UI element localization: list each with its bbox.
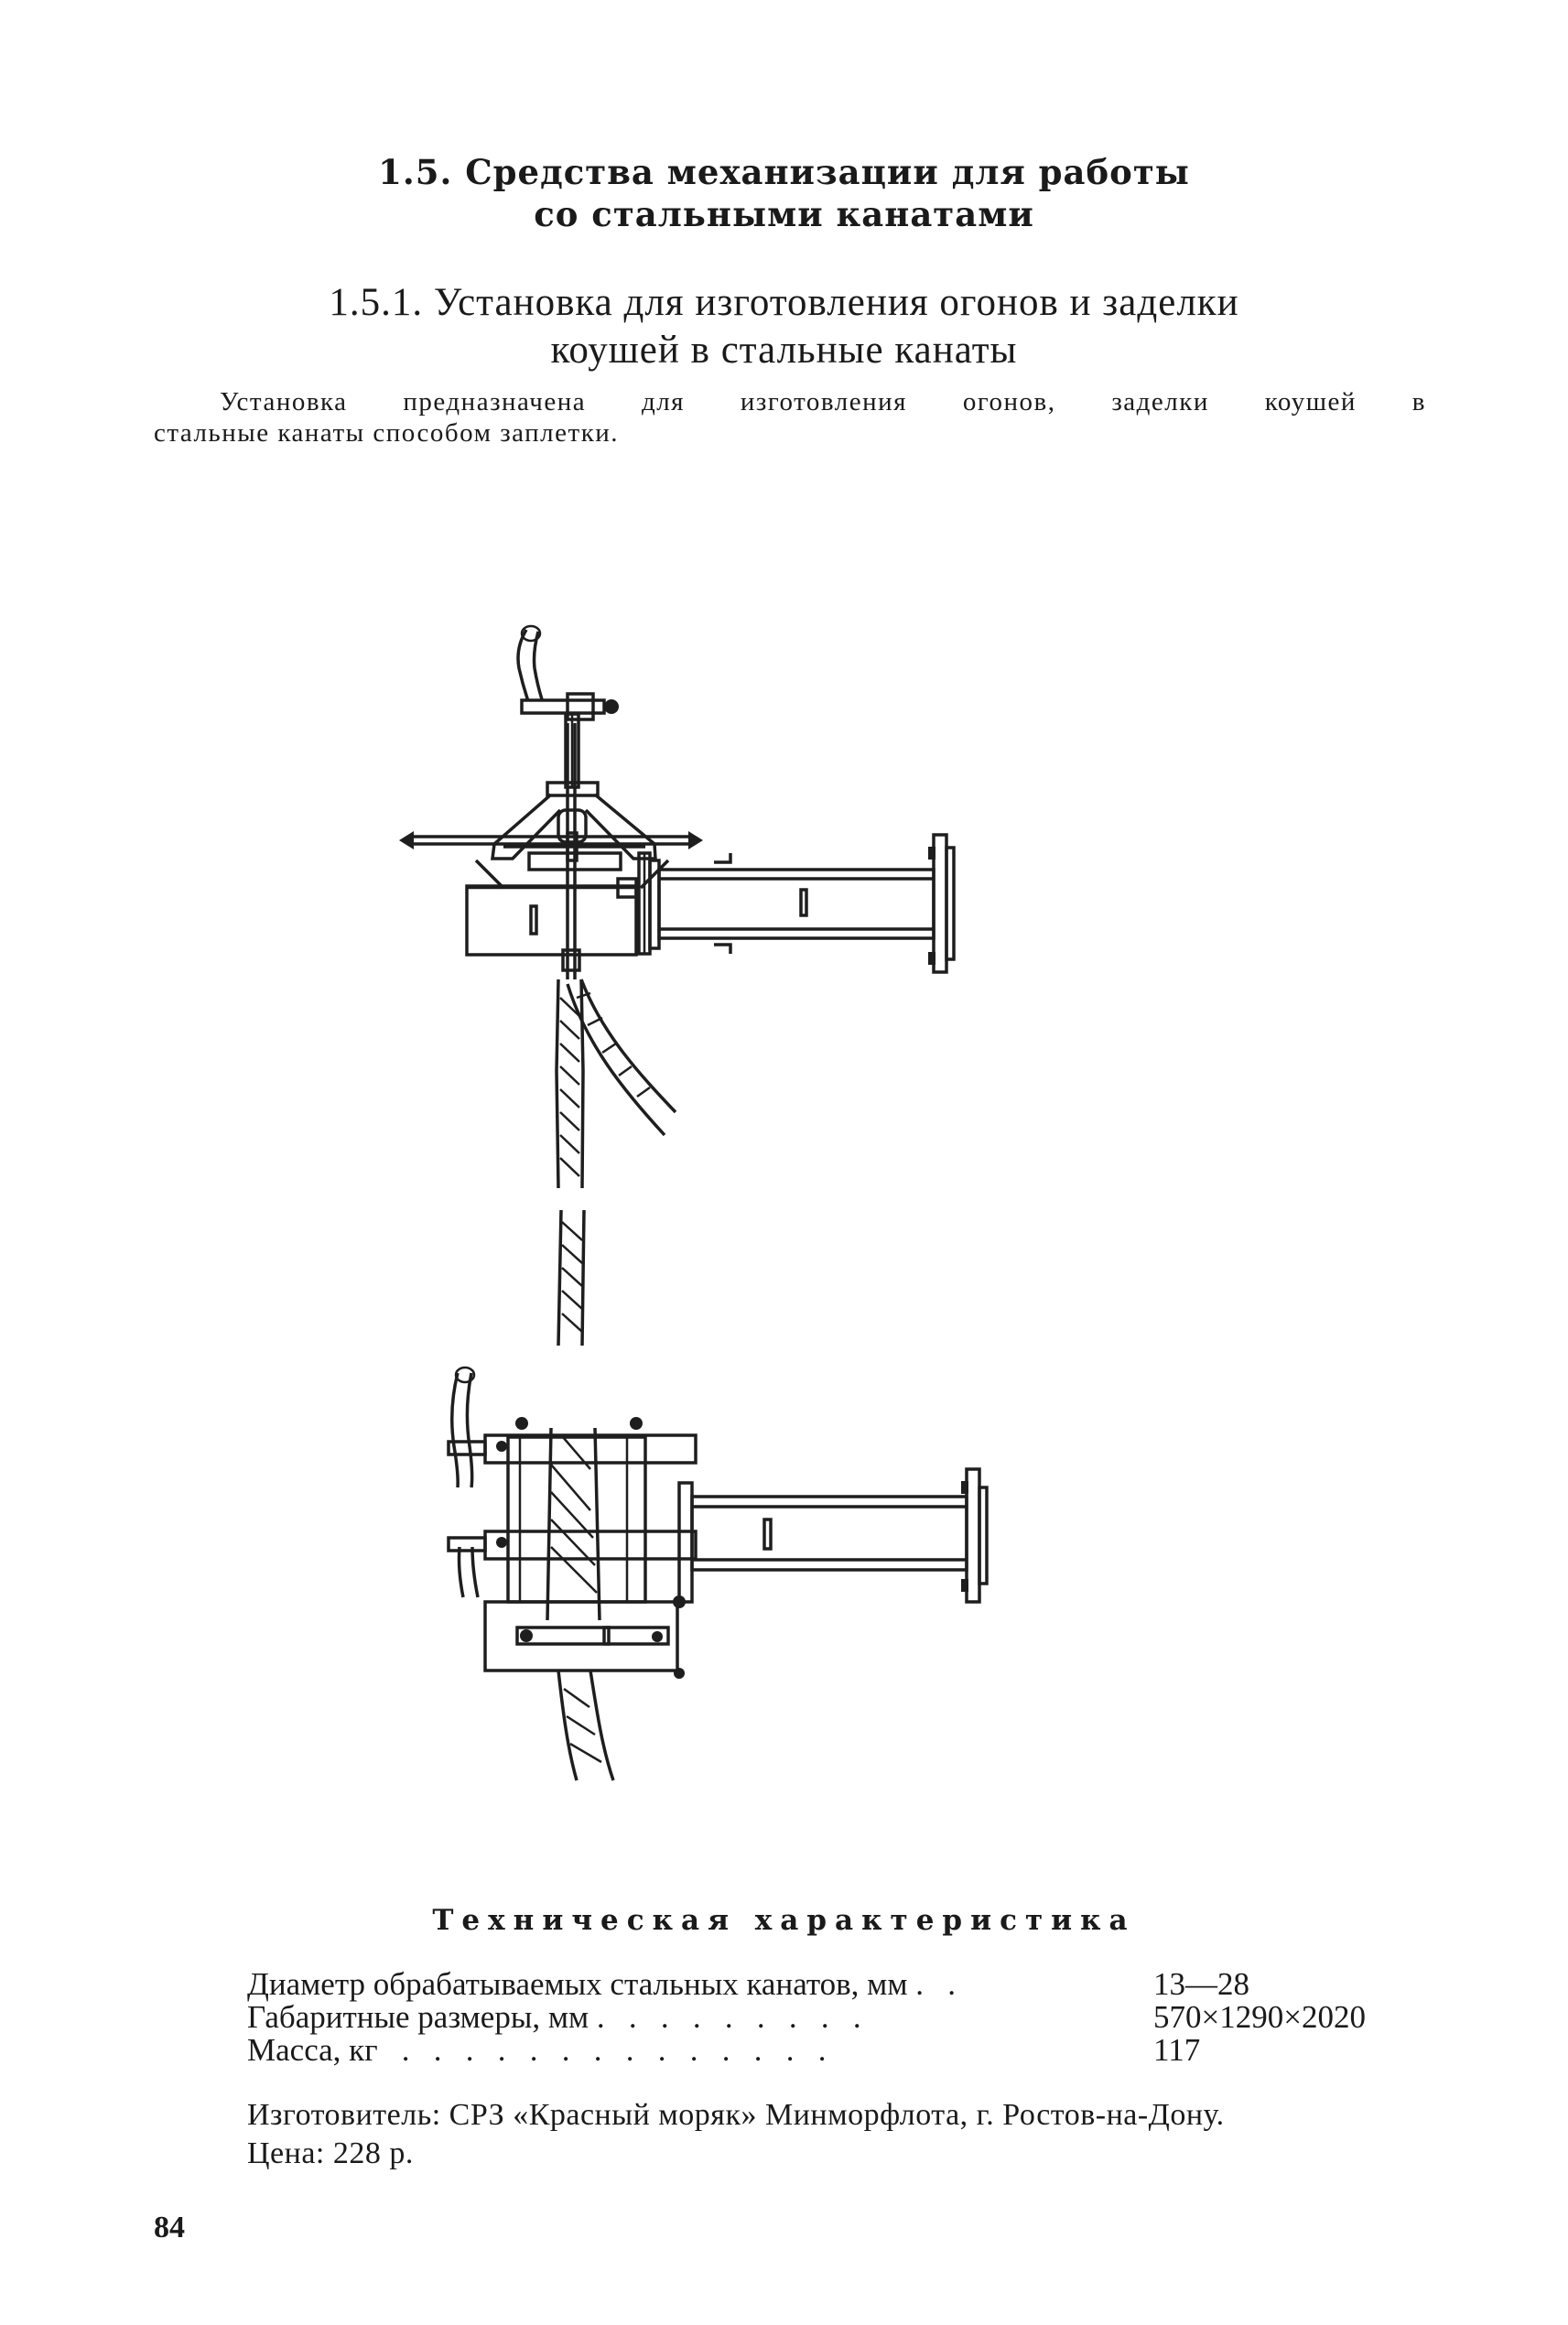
lower-handle <box>449 1368 485 1597</box>
subsection-title-line-1: 1.5.1. Установка для изготовления огонов и заделки <box>329 281 1239 324</box>
spec-row-dimensions <box>247 2001 1437 2034</box>
price-line: Цена: 228 р. <box>247 2136 414 2170</box>
spec-dots: . . . . . . . . . <box>589 1999 861 2035</box>
subsection-title <box>0 279 1568 374</box>
spec-dots: . . <box>907 1966 956 2002</box>
spec-row-mass <box>247 2034 1437 2067</box>
intro-line-1: Установка предназначена для изготовления огонов, заделки коушей в <box>220 387 1426 416</box>
spec-value: 117 <box>1153 2032 1201 2068</box>
steel-rope <box>557 979 676 1346</box>
spec-label: Габаритные размеры, мм . . . . . . . . . <box>247 1999 861 2035</box>
manufacturer-info <box>247 2096 1437 2173</box>
installation-drawing <box>394 613 1181 1831</box>
upper-clamp-block <box>467 886 636 955</box>
spec-value: 13—28 <box>1153 1966 1249 2002</box>
section-title <box>0 151 1568 235</box>
section-title-line-1: 1.5. Средства механизации для работы <box>378 152 1190 192</box>
upper-assembly <box>399 626 954 979</box>
intro-paragraph <box>154 386 1426 449</box>
lower-hydraulic-cylinder <box>692 1469 987 1602</box>
subsection-title-line-2: коушей в стальные канаты <box>550 329 1018 372</box>
lower-assembly <box>449 1368 987 1780</box>
upper-hydraulic-cylinder <box>531 835 954 972</box>
spec-label: Масса, кг . . . . . . . . . . . . . . <box>247 2032 827 2068</box>
intro-line-2: стальные канаты способом заплетки. <box>154 418 620 448</box>
spec-label: Диаметр обрабатываемых стальных канатов, мм . . <box>247 1966 956 2002</box>
section-title-line-2: со стальными канатами <box>534 194 1034 234</box>
manufacturer-line: Изготовитель: СРЗ «Красный моряк» Минморфлота, г. Ростов-на-Дону. <box>247 2098 1225 2132</box>
spec-dots: . . . . . . . . . . . . . . <box>377 2032 827 2068</box>
spec-row-diameter <box>247 1968 1437 2001</box>
spec-value: 570×1290×2020 <box>1153 1999 1366 2035</box>
lower-clamp-block <box>485 1602 677 1671</box>
page-number: 84 <box>154 2211 185 2244</box>
specs-title: Техническая характеристика <box>432 1904 1136 1937</box>
